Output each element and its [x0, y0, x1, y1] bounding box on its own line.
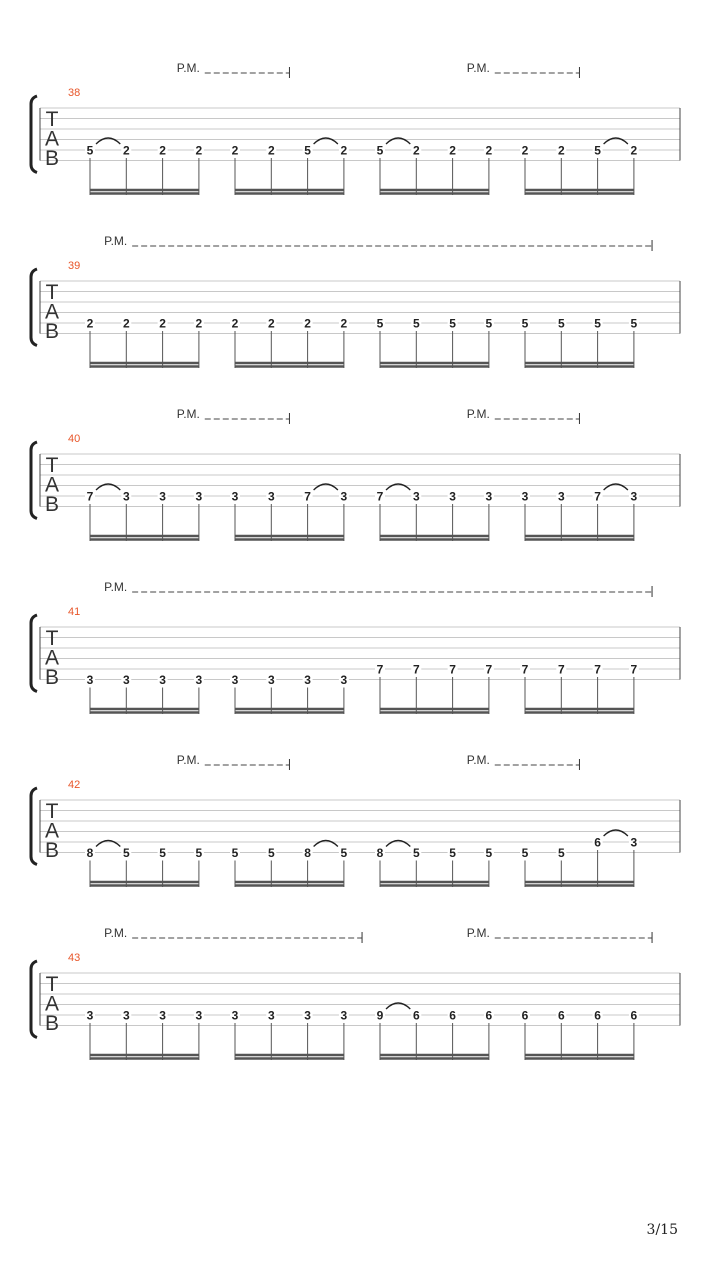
fret-number: 3	[340, 673, 348, 687]
page-number: 3/15	[646, 1222, 678, 1238]
fret-number: 2	[485, 143, 493, 158]
fret-number: 5	[557, 316, 565, 331]
system-bracket	[31, 96, 37, 173]
fret-number: 5	[485, 316, 493, 331]
fret-number: 3	[122, 673, 130, 687]
fret-number: 5	[86, 143, 94, 158]
fret-number: 7	[304, 489, 311, 504]
fret-number: 5	[521, 846, 529, 860]
fret-number: 5	[630, 316, 638, 331]
fret-number: 5	[521, 316, 529, 331]
fret-number: 3	[557, 489, 565, 504]
measure-number: 41	[68, 606, 81, 618]
fret-number: 7	[412, 662, 420, 677]
tab-clef-letter: A	[44, 473, 60, 497]
fret-number: 7	[376, 662, 384, 677]
tab-clef-letter: T	[45, 800, 59, 823]
tab-system-40	[31, 407, 680, 541]
fret-number: 3	[304, 673, 311, 687]
fret-number: 6	[485, 1008, 493, 1023]
fret-number: 5	[557, 846, 565, 860]
fret-number: 3	[340, 489, 348, 504]
palm-mute-label: P.M.	[176, 407, 200, 421]
slur	[604, 830, 628, 836]
fret-number: 3	[485, 489, 493, 504]
fret-number: 3	[267, 1008, 275, 1023]
tab-clef-letter: A	[44, 992, 60, 1016]
tab-clef-letter: B	[44, 147, 60, 170]
fret-number: 6	[557, 1008, 565, 1023]
fret-number: 3	[122, 1008, 130, 1023]
palm-mute-label: P.M.	[176, 753, 200, 767]
fret-number: 3	[122, 489, 130, 504]
fret-number: 3	[159, 489, 166, 504]
fret-number: 2	[630, 143, 638, 158]
fret-number: 2	[195, 143, 203, 158]
measure-number: 38	[68, 87, 81, 99]
fret-number: 7	[630, 662, 638, 677]
fret-number: 5	[122, 846, 130, 860]
fret-number: 2	[557, 143, 565, 158]
system-bracket	[31, 615, 37, 692]
tab-clef-letter: T	[45, 281, 59, 304]
tab-clef-letter: B	[44, 839, 60, 862]
fret-number: 8	[86, 846, 94, 860]
slur	[386, 1003, 410, 1009]
fret-number: 3	[630, 835, 638, 850]
fret-number: 5	[449, 316, 456, 331]
fret-number: 2	[231, 316, 239, 331]
fret-number: 2	[449, 143, 456, 158]
fret-number: 6	[521, 1008, 529, 1023]
fret-number: 2	[340, 143, 348, 158]
fret-number: 7	[521, 662, 529, 677]
fret-number: 6	[449, 1008, 456, 1023]
fret-number: 6	[630, 1008, 638, 1023]
fret-number: 3	[195, 489, 203, 504]
tab-clef-letter: T	[45, 627, 59, 650]
fret-number: 3	[195, 1008, 203, 1023]
tab-clef-letter: B	[44, 320, 60, 343]
fret-number: 2	[159, 143, 166, 158]
fret-number: 7	[594, 662, 601, 677]
slur	[386, 138, 410, 144]
fret-number: 3	[195, 673, 203, 687]
fret-number: 3	[86, 673, 94, 687]
palm-mute-label: P.M.	[104, 234, 128, 248]
tab-clef-letter: T	[45, 454, 59, 477]
fret-number: 5	[594, 316, 601, 331]
fret-number: 9	[376, 1008, 384, 1023]
system-bracket	[31, 269, 37, 346]
slur	[386, 841, 410, 847]
tab-system-41	[31, 580, 680, 714]
fret-number: 7	[376, 489, 384, 504]
palm-mute-label: P.M.	[466, 61, 490, 75]
slur	[604, 484, 628, 490]
fret-number: 7	[557, 662, 565, 677]
fret-number: 5	[376, 316, 384, 331]
fret-number: 2	[231, 143, 239, 158]
slur	[96, 138, 120, 144]
fret-number: 2	[267, 143, 275, 158]
fret-number: 2	[521, 143, 529, 158]
palm-mute-label: P.M.	[466, 753, 490, 767]
palm-mute-label: P.M.	[466, 926, 490, 940]
palm-mute-label: P.M.	[104, 580, 128, 594]
tab-clef-letter: B	[44, 666, 60, 689]
fret-number: 5	[267, 846, 275, 860]
fret-number: 7	[449, 662, 456, 677]
fret-number: 5	[412, 316, 420, 331]
tab-clef-letter: B	[44, 1012, 60, 1035]
tab-clef-letter: A	[44, 127, 60, 151]
palm-mute-label: P.M.	[104, 926, 128, 940]
fret-number: 5	[304, 143, 311, 158]
palm-mute-label: P.M.	[176, 61, 200, 75]
fret-number: 5	[340, 846, 348, 860]
fret-number: 3	[412, 489, 420, 504]
system-bracket	[31, 442, 37, 519]
tab-system-42	[31, 753, 680, 887]
tab-clef-letter: A	[44, 646, 60, 670]
tab-clef-letter: A	[44, 819, 60, 843]
fret-number: 6	[594, 835, 601, 850]
measure-number: 40	[68, 433, 81, 445]
tab-system-39	[31, 234, 680, 368]
fret-number: 8	[304, 846, 311, 860]
measure-number: 42	[68, 779, 81, 791]
tab-system-43	[31, 926, 680, 1060]
fret-number: 3	[521, 489, 529, 504]
fret-number: 2	[86, 316, 94, 331]
fret-number: 3	[159, 673, 166, 687]
slur	[314, 138, 338, 144]
palm-mute-label: P.M.	[466, 407, 490, 421]
tab-system-38	[31, 61, 680, 195]
slur	[314, 841, 338, 847]
fret-number: 5	[159, 846, 166, 860]
fret-number: 2	[159, 316, 166, 331]
fret-number: 7	[86, 489, 94, 504]
slur	[386, 484, 410, 490]
fret-number: 6	[594, 1008, 601, 1023]
slur	[96, 484, 120, 490]
fret-number: 2	[122, 143, 130, 158]
fret-number: 2	[195, 316, 203, 331]
fret-number: 2	[267, 316, 275, 331]
fret-number: 3	[231, 489, 239, 504]
system-bracket	[31, 788, 37, 865]
slur	[604, 138, 628, 144]
fret-number: 3	[231, 1008, 239, 1023]
fret-number: 3	[267, 673, 275, 687]
fret-number: 2	[122, 316, 130, 331]
tab-clef-letter: B	[44, 493, 60, 516]
fret-number: 5	[376, 143, 384, 158]
fret-number: 7	[594, 489, 601, 504]
fret-number: 5	[594, 143, 601, 158]
fret-number: 2	[412, 143, 420, 158]
fret-number: 8	[376, 846, 384, 860]
fret-number: 3	[159, 1008, 166, 1023]
fret-number: 3	[630, 489, 638, 504]
fret-number: 2	[340, 316, 348, 331]
fret-number: 7	[485, 662, 493, 677]
tab-clef-letter: T	[45, 108, 59, 131]
tab-clef-letter: A	[44, 300, 60, 324]
fret-number: 6	[412, 1008, 420, 1023]
fret-number: 3	[231, 673, 239, 687]
fret-number: 5	[449, 846, 456, 860]
system-bracket	[31, 961, 37, 1038]
fret-number: 3	[86, 1008, 94, 1023]
tab-clef-letter: T	[45, 973, 59, 996]
measure-number: 39	[68, 260, 81, 272]
fret-number: 3	[304, 1008, 311, 1023]
fret-number: 5	[231, 846, 239, 860]
fret-number: 3	[340, 1008, 348, 1023]
fret-number: 2	[304, 316, 311, 331]
slur	[96, 841, 120, 847]
fret-number: 5	[485, 846, 493, 860]
measure-number: 43	[68, 952, 81, 964]
fret-number: 3	[449, 489, 456, 504]
slur	[314, 484, 338, 490]
fret-number: 5	[412, 846, 420, 860]
fret-number: 5	[195, 846, 203, 860]
fret-number: 3	[267, 489, 275, 504]
